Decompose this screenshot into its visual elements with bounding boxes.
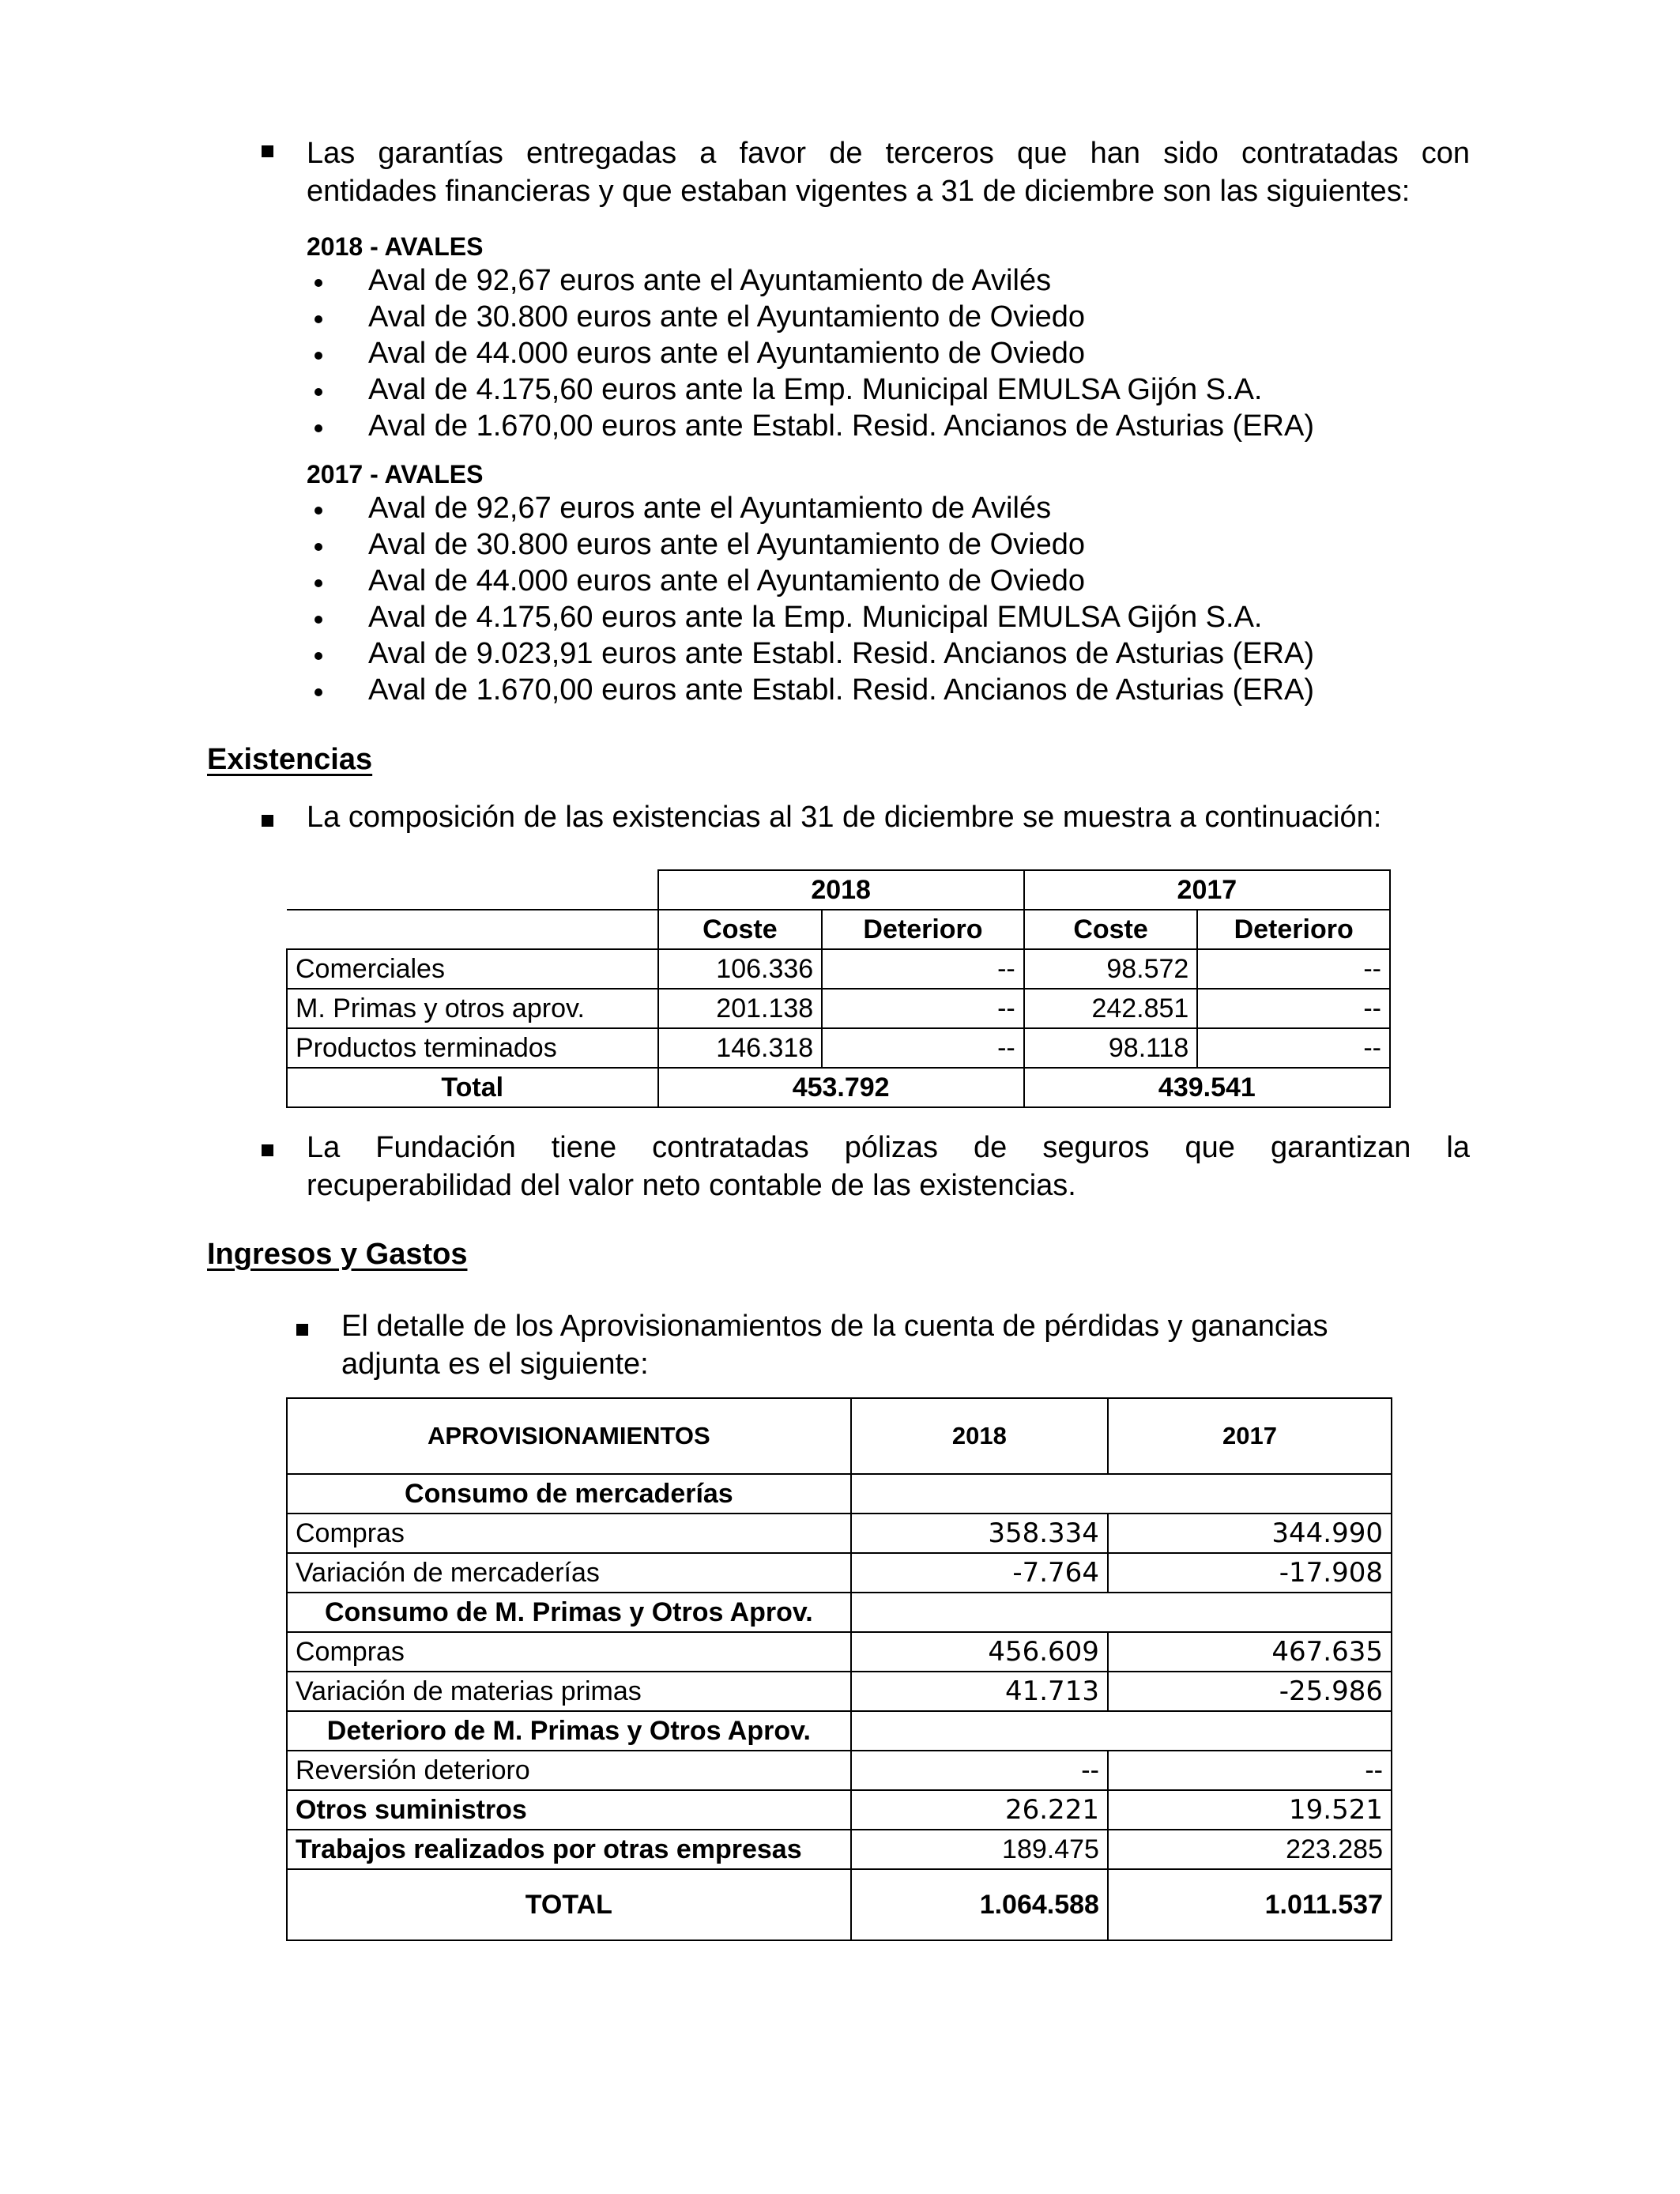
table-row (287, 870, 1390, 910)
row-label: M. Primas y otros aprov. (287, 989, 658, 1028)
header-cell: 2018 (851, 1398, 1108, 1474)
value-2018: 189.475 (851, 1830, 1108, 1869)
table-cell: -- (822, 989, 1024, 1028)
existencias-note-line2: recuperabilidad del valor neto contable de las existencias. (307, 1169, 1076, 1202)
value-2017: -17.908 (1108, 1553, 1392, 1593)
table-cell: -- (822, 1028, 1024, 1068)
value-2017: 467.635 (1108, 1632, 1392, 1672)
empty-cell (287, 910, 658, 949)
row-label: Productos terminados (287, 1028, 658, 1068)
total-2018: 453.792 (658, 1068, 1024, 1107)
existencias-table (286, 869, 1391, 1108)
empty-cell (851, 1474, 1392, 1514)
value-2017: 344.990 (1108, 1514, 1392, 1553)
empty-cell (851, 1711, 1392, 1751)
list-item: Aval de 92,67 euros ante el Ayuntamiento de Avilés (307, 490, 1314, 526)
table-row (287, 989, 1390, 1028)
table-cell: 98.572 (1024, 949, 1198, 989)
total-2017: 1.011.537 (1108, 1869, 1392, 1940)
existencias-heading: Existencias (207, 743, 373, 776)
table-row (287, 1632, 1392, 1672)
subheader-cell: Deterioro (822, 910, 1024, 949)
total-2017: 439.541 (1024, 1068, 1390, 1107)
row-label: Variación de mercaderías (287, 1553, 851, 1593)
table-row (287, 1398, 1392, 1474)
table-cell: 201.138 (658, 989, 823, 1028)
row-label: Reversión deterioro (287, 1751, 851, 1790)
table-row (287, 1790, 1392, 1830)
value-2017: 19.521 (1108, 1790, 1392, 1830)
bullet-square-icon (296, 1324, 308, 1336)
table-row (287, 1869, 1392, 1940)
value-2018: 456.609 (851, 1632, 1108, 1672)
row-label: Trabajos realizados por otras empresas (287, 1830, 851, 1869)
empty-cell (287, 870, 658, 910)
table-row (287, 1593, 1392, 1632)
list-item: Aval de 1.670,00 euros ante Establ. Resid. Ancianos de Asturias (ERA) (307, 408, 1314, 444)
table-row (287, 1830, 1392, 1869)
table-cell: -- (1197, 989, 1390, 1028)
table-row (287, 1028, 1390, 1068)
subheader-cell: Coste (658, 910, 823, 949)
row-label: Comerciales (287, 949, 658, 989)
table-row (287, 1068, 1390, 1107)
table-cell: 242.851 (1024, 989, 1198, 1028)
ingresos-intro-line2: adjunta es el siguiente: (341, 1348, 649, 1381)
table-cell: -- (1197, 1028, 1390, 1068)
table-cell: 106.336 (658, 949, 823, 989)
table-row (287, 1711, 1392, 1751)
list-item: Aval de 1.670,00 euros ante Establ. Resid. Ancianos de Asturias (ERA) (307, 672, 1314, 708)
table-row (287, 1751, 1392, 1790)
value-2018: -- (851, 1751, 1108, 1790)
bullet-square-icon (262, 1144, 273, 1156)
table-cell: -- (822, 949, 1024, 989)
value-2017: -- (1108, 1751, 1392, 1790)
bullet-square-icon (262, 145, 273, 157)
header-cell: APROVISIONAMIENTOS (287, 1398, 851, 1474)
list-item: Aval de 44.000 euros ante el Ayuntamiento de Oviedo (307, 563, 1314, 599)
table-row (287, 1553, 1392, 1593)
list-item: Aval de 92,67 euros ante el Ayuntamiento de Avilés (307, 262, 1314, 299)
year-header-2018: 2018 (658, 870, 1024, 910)
value-2018: 41.713 (851, 1672, 1108, 1711)
ingresos-heading: Ingresos y Gastos (207, 1238, 468, 1271)
subheader-cell: Coste (1024, 910, 1198, 949)
row-label: Compras (287, 1632, 851, 1672)
year-header-2017: 2017 (1024, 870, 1390, 910)
ingresos-intro-line1: El detalle de los Aprovisionamientos de la cuenta de pérdidas y ganancias (341, 1310, 1328, 1343)
total-label: TOTAL (287, 1869, 851, 1940)
existencias-intro: La composición de las existencias al 31 de diciembre se muestra a continuación: (307, 801, 1382, 834)
garantias-paragraph-line2: entidades financieras y que estaban vigentes a 31 de diciembre son las siguientes: (307, 175, 1411, 208)
empty-cell (851, 1593, 1392, 1632)
avales-2018-list (307, 262, 1314, 444)
value-2017: 223.285 (1108, 1830, 1392, 1869)
table-cell: 98.118 (1024, 1028, 1198, 1068)
avales-2017-list (307, 490, 1314, 708)
table-row (287, 1672, 1392, 1711)
garantias-line-1: Las garantías entregadas a favor de terceros que han sido contratadas con (307, 137, 1470, 170)
header-cell: 2017 (1108, 1398, 1392, 1474)
subheader-cell: Deterioro (1197, 910, 1390, 949)
value-2018: 358.334 (851, 1514, 1108, 1553)
table-row (287, 910, 1390, 949)
garantias-paragraph (307, 134, 1470, 172)
list-item: Aval de 30.800 euros ante el Ayuntamiento de Oviedo (307, 299, 1314, 335)
list-item: Aval de 30.800 euros ante el Ayuntamiento de Oviedo (307, 526, 1314, 563)
total-2018: 1.064.588 (851, 1869, 1108, 1940)
list-item: Aval de 44.000 euros ante el Ayuntamiento de Oviedo (307, 335, 1314, 371)
table-cell: -- (1197, 949, 1390, 989)
list-item: Aval de 4.175,60 euros ante la Emp. Municipal EMULSA Gijón S.A. (307, 371, 1314, 408)
list-item: Aval de 4.175,60 euros ante la Emp. Municipal EMULSA Gijón S.A. (307, 599, 1314, 635)
value-2018: 26.221 (851, 1790, 1108, 1830)
avales-2017-title: 2017 - AVALES (307, 460, 484, 488)
row-label: Compras (287, 1514, 851, 1553)
existencias-note-line1: La Fundación tiene contratadas pólizas de seguros que garantizan la (307, 1131, 1470, 1164)
row-label: Otros suministros (287, 1790, 851, 1830)
total-label: Total (287, 1068, 658, 1107)
section-title: Consumo de mercaderías (287, 1474, 851, 1514)
bullet-square-icon (262, 815, 273, 827)
value-2017: -25.986 (1108, 1672, 1392, 1711)
table-row (287, 1474, 1392, 1514)
avales-2018-title: 2018 - AVALES (307, 232, 484, 261)
value-2018: -7.764 (851, 1553, 1108, 1593)
section-title: Deterioro de M. Primas y Otros Aprov. (287, 1711, 851, 1751)
table-cell: 146.318 (658, 1028, 823, 1068)
table-row (287, 949, 1390, 989)
row-label: Variación de materias primas (287, 1672, 851, 1711)
table-row (287, 1514, 1392, 1553)
list-item: Aval de 9.023,91 euros ante Establ. Resid. Ancianos de Asturias (ERA) (307, 635, 1314, 672)
aprovisionamientos-table (286, 1397, 1392, 1941)
section-title: Consumo de M. Primas y Otros Aprov. (287, 1593, 851, 1632)
